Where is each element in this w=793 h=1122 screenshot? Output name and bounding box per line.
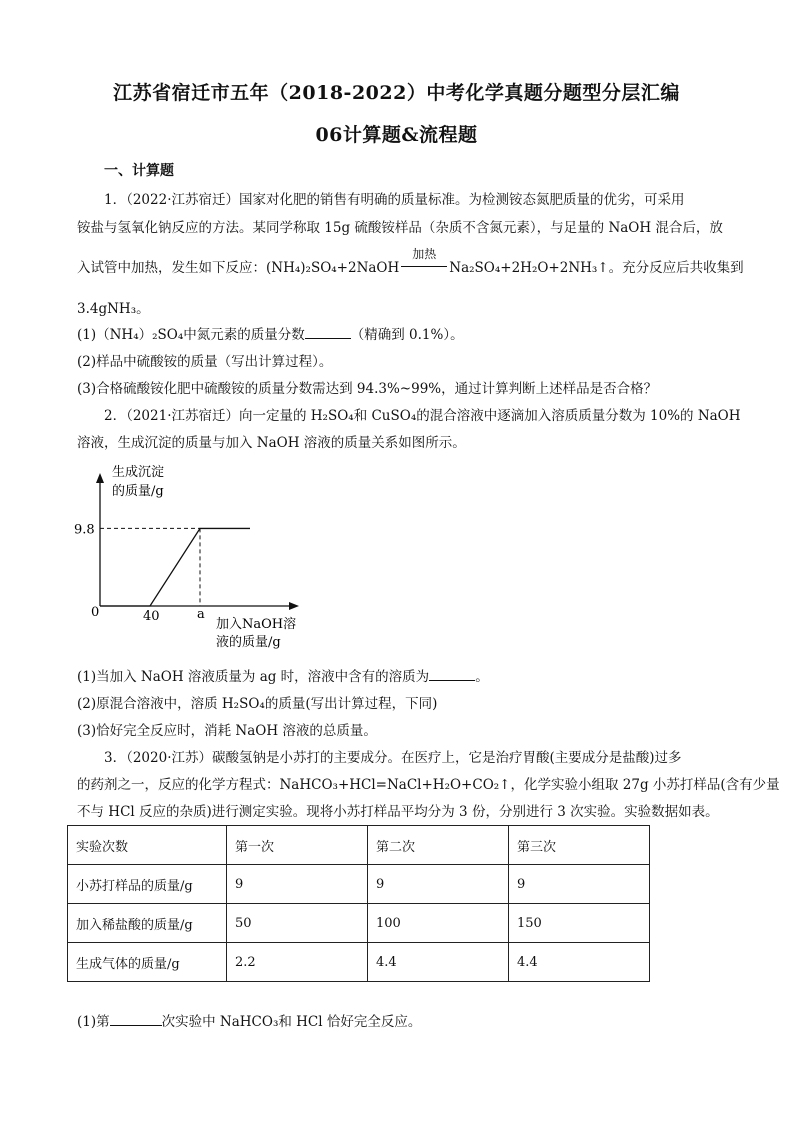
y-axis-arrow [96, 473, 104, 483]
equals-line [401, 266, 447, 267]
condition-label: 加热 [412, 247, 437, 261]
table-cell: 150 [509, 904, 650, 943]
table-header-cell: 第二次 [368, 826, 509, 865]
q3-line2: 的药剂之一，反应的化学方程式：NaHCO₃+HCl=NaCl+H₂O+CO₂↑，化学实验小组取 27g 小苏打样品(含有少量 [77, 777, 780, 793]
q1-sub1 [77, 323, 464, 343]
table-header-cell: 实验次数 [68, 826, 227, 865]
table-row [68, 904, 650, 943]
q1-sub2: (2)样品中硫酸铵的质量（写出计算过程）。 [77, 354, 333, 370]
q1-line2: 铵盐与氢氧化钠反应的方法。某同学称取 15g 硫酸铵样品（杂质不含氮元素），与足量的 NaOH 混合后，放 [77, 220, 723, 236]
table-row [68, 943, 650, 982]
experiment-table [67, 825, 650, 982]
equation-left: (NH₄)₂SO₄+2NaOH [266, 260, 400, 276]
x-tick-label-a: a [197, 607, 205, 622]
y-axis-label-1: 生成沉淀 [112, 465, 165, 480]
q3-sub1-pre: (1)第 [77, 1014, 110, 1030]
table-header-cell: 第三次 [509, 826, 650, 865]
x-axis-arrow [289, 602, 299, 610]
table-cell: 9 [368, 865, 509, 904]
table-cell: 2.2 [227, 943, 368, 982]
table-cell: 9 [509, 865, 650, 904]
section-title: 一、计算题 [104, 163, 174, 179]
x-tick-label-40: 40 [143, 609, 160, 624]
table-header-cell: 第一次 [227, 826, 368, 865]
precipitate-chart [70, 458, 320, 658]
q2-line2: 溶液，生成沉淀的质量与加入 NaOH 溶液的质量关系如图所示。 [77, 435, 466, 451]
table-cell: 100 [368, 904, 509, 943]
table-cell: 9 [227, 865, 368, 904]
q1-sub3: (3)合格硫酸铵化肥中硫酸铵的质量分数需达到 94.3%~99%，通过计算判断上述样品是否合格？ [77, 381, 658, 397]
q1-line3 [77, 247, 744, 276]
origin-label: 0 [91, 605, 100, 620]
q1-sub1-pre: (1)（NH₄）₂SO₄中氮元素的质量分数 [77, 327, 305, 343]
q2-sub1-pre: (1)当加入 NaOH 溶液质量为 ag 时，溶液中含有的溶质为 [77, 669, 430, 685]
reaction-condition [401, 247, 447, 276]
q1-sub1-post: （精确到 0.1%）。 [350, 327, 464, 343]
answer-blank[interactable] [305, 326, 351, 339]
q2-sub2: (2)原混合溶液中，溶质 H₂SO₄的质量(写出计算过程，下同) [77, 696, 438, 712]
table-cell: 小苏打样品的质量/g [68, 865, 227, 904]
table-cell: 50 [227, 904, 368, 943]
q1-line1: 1．（2022·江苏宿迁）国家对化肥的销售有明确的质量标准。为检测铵态氮肥质量的优劣，可采用 [104, 192, 685, 208]
q3-line1: 3．（2020·江苏）碳酸氢钠是小苏打的主要成分。在医疗上，它是治疗胃酸(主要成分是盐酸)过多 [104, 750, 682, 766]
table-row [68, 865, 650, 904]
q2-sub3: (3)恰好完全反应时，消耗 NaOH 溶液的总质量。 [77, 723, 377, 739]
answer-blank[interactable] [110, 1013, 162, 1026]
table-header-row [68, 826, 650, 865]
table-cell: 加入稀盐酸的质量/g [68, 904, 227, 943]
table-cell: 4.4 [368, 943, 509, 982]
y-axis-label-2: 的质量/g [112, 484, 164, 499]
x-axis-label-2: 液的质量/g [216, 635, 281, 650]
q2-sub1 [77, 665, 489, 685]
y-tick-label: 9.8 [74, 522, 95, 538]
table-cell: 生成气体的质量/g [68, 943, 227, 982]
q1-line3-pre: 入试管中加热，发生如下反应： [77, 260, 266, 276]
q1-line3-post: 。充分反应后共收集到 [608, 260, 744, 276]
q2-sub1-post: 。 [475, 669, 489, 685]
x-axis-label-1: 加入NaOH溶 [216, 617, 297, 632]
equation-right: Na₂SO₄+2H₂O+2NH₃↑ [449, 260, 609, 276]
answer-blank[interactable] [429, 668, 475, 681]
q2-line1: 2．（2021·江苏宿迁）向一定量的 H₂SO₄和 CuSO₄的混合溶液中逐滴加入溶质质量分数为 10%的 NaOH [104, 408, 741, 424]
precipitate-series-line [100, 528, 250, 606]
table-cell: 4.4 [509, 943, 650, 982]
q3-sub1 [77, 1010, 421, 1030]
q3-line3: 不与 HCl 反应的杂质)进行测定实验。现将小苏打样品平均分为 3 份，分别进行 3 次实验。实验数据如表。 [77, 804, 719, 820]
page-title: 江苏省宿迁市五年（2018-2022）中考化学真题分题型分层汇编 [113, 82, 680, 104]
page-subtitle: 06计算题&流程题 [315, 124, 478, 146]
q3-sub1-post: 次实验中 NaHCO₃和 HCl 恰好完全反应。 [161, 1014, 422, 1030]
q1-line4: 3.4gNH₃。 [77, 301, 150, 317]
